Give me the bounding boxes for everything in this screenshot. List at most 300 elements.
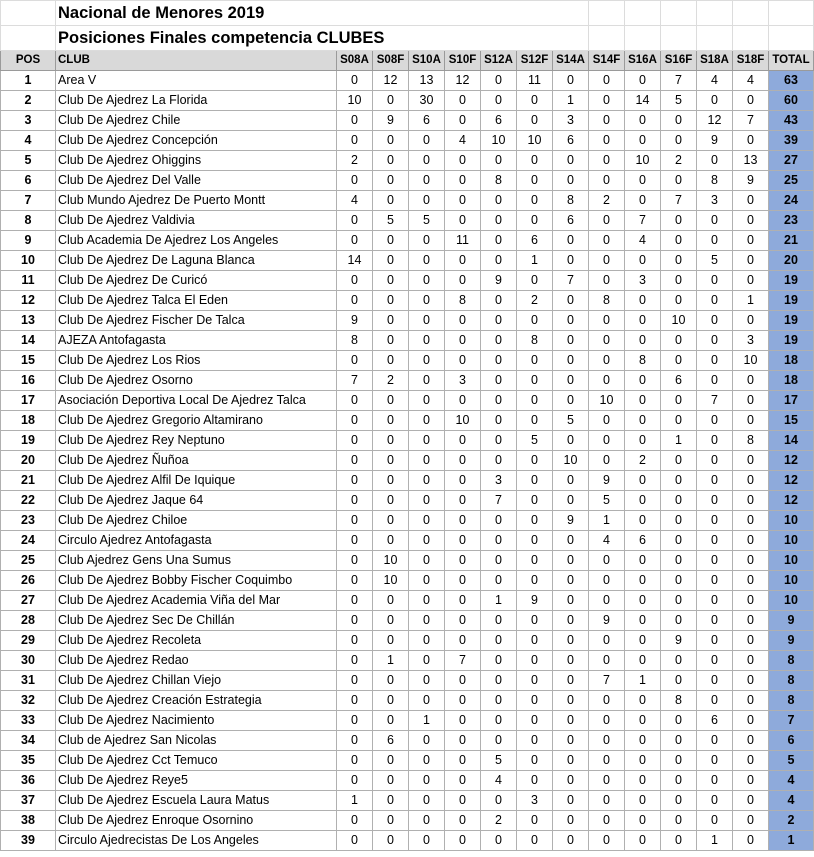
score-cell-s18f[interactable]: 0 bbox=[733, 591, 769, 611]
score-cell-s16a[interactable]: 0 bbox=[625, 831, 661, 851]
score-cell-s08a[interactable]: 0 bbox=[337, 771, 373, 791]
total-cell[interactable]: 4 bbox=[769, 791, 814, 811]
score-cell-s16f[interactable]: 6 bbox=[661, 371, 697, 391]
score-cell-s18f[interactable]: 0 bbox=[733, 791, 769, 811]
score-cell-s08f[interactable]: 0 bbox=[373, 711, 409, 731]
score-cell-s16a[interactable]: 6 bbox=[625, 531, 661, 551]
score-cell-s14f[interactable]: 0 bbox=[589, 371, 625, 391]
total-cell[interactable]: 60 bbox=[769, 91, 814, 111]
score-cell-s08a[interactable]: 0 bbox=[337, 511, 373, 531]
position-cell[interactable]: 25 bbox=[1, 551, 56, 571]
score-cell-s18a[interactable]: 0 bbox=[697, 491, 733, 511]
score-cell-s18f[interactable]: 0 bbox=[733, 451, 769, 471]
club-name-cell[interactable]: Club de Ajedrez San Nicolas bbox=[56, 731, 337, 751]
score-cell-s08a[interactable]: 0 bbox=[337, 811, 373, 831]
position-cell[interactable]: 38 bbox=[1, 811, 56, 831]
score-cell-s16f[interactable]: 10 bbox=[661, 311, 697, 331]
score-cell-s14f[interactable]: 0 bbox=[589, 311, 625, 331]
score-cell-s08a[interactable]: 0 bbox=[337, 831, 373, 851]
score-cell-s12f[interactable]: 0 bbox=[517, 111, 553, 131]
score-cell-s14f[interactable]: 10 bbox=[589, 391, 625, 411]
score-cell-s16f[interactable]: 0 bbox=[661, 131, 697, 151]
position-cell[interactable]: 2 bbox=[1, 91, 56, 111]
score-cell-s18a[interactable]: 0 bbox=[697, 671, 733, 691]
position-cell[interactable]: 3 bbox=[1, 111, 56, 131]
score-cell-s12a[interactable]: 0 bbox=[481, 251, 517, 271]
score-cell-s16a[interactable]: 0 bbox=[625, 691, 661, 711]
score-cell-s12a[interactable]: 0 bbox=[481, 291, 517, 311]
score-cell-s14f[interactable]: 0 bbox=[589, 251, 625, 271]
score-cell-s08a[interactable]: 0 bbox=[337, 491, 373, 511]
page-subtitle[interactable]: Posiciones Finales competencia CLUBES bbox=[56, 26, 589, 51]
score-cell-s18f[interactable]: 1 bbox=[733, 291, 769, 311]
score-cell-s12f[interactable]: 0 bbox=[517, 451, 553, 471]
score-cell-s16f[interactable]: 0 bbox=[661, 171, 697, 191]
total-cell[interactable]: 10 bbox=[769, 571, 814, 591]
score-cell-s10f[interactable]: 0 bbox=[445, 551, 481, 571]
score-cell-s10a[interactable]: 0 bbox=[409, 811, 445, 831]
score-cell-s10f[interactable]: 0 bbox=[445, 91, 481, 111]
club-name-cell[interactable]: Club De Ajedrez Nacimiento bbox=[56, 711, 337, 731]
score-cell-s12a[interactable]: 0 bbox=[481, 231, 517, 251]
score-cell-s12f[interactable]: 0 bbox=[517, 491, 553, 511]
score-cell-s14a[interactable]: 0 bbox=[553, 151, 589, 171]
score-cell-s08f[interactable]: 0 bbox=[373, 791, 409, 811]
score-cell-s12f[interactable]: 8 bbox=[517, 331, 553, 351]
score-cell-s10a[interactable]: 0 bbox=[409, 311, 445, 331]
score-cell-s08f[interactable]: 0 bbox=[373, 451, 409, 471]
score-cell-s14f[interactable]: 9 bbox=[589, 471, 625, 491]
score-cell-s16a[interactable]: 0 bbox=[625, 71, 661, 91]
score-cell-s12f[interactable]: 0 bbox=[517, 531, 553, 551]
club-name-cell[interactable]: Club De Ajedrez Rey Neptuno bbox=[56, 431, 337, 451]
score-cell-s12f[interactable]: 0 bbox=[517, 411, 553, 431]
score-cell-s10f[interactable]: 0 bbox=[445, 471, 481, 491]
score-cell-s16a[interactable]: 10 bbox=[625, 151, 661, 171]
score-cell-s10a[interactable]: 1 bbox=[409, 711, 445, 731]
total-cell[interactable]: 8 bbox=[769, 651, 814, 671]
score-cell-s18f[interactable]: 0 bbox=[733, 231, 769, 251]
club-name-cell[interactable]: Club De Ajedrez Recoleta bbox=[56, 631, 337, 651]
score-cell-s12f[interactable]: 0 bbox=[517, 691, 553, 711]
position-cell[interactable]: 24 bbox=[1, 531, 56, 551]
score-cell-s12a[interactable]: 3 bbox=[481, 471, 517, 491]
score-cell-s14f[interactable]: 0 bbox=[589, 171, 625, 191]
score-cell-s16f[interactable]: 0 bbox=[661, 111, 697, 131]
score-cell-s18a[interactable]: 0 bbox=[697, 451, 733, 471]
club-name-cell[interactable]: Club De Ajedrez Talca El Eden bbox=[56, 291, 337, 311]
position-cell[interactable]: 8 bbox=[1, 211, 56, 231]
score-cell-s10f[interactable]: 0 bbox=[445, 531, 481, 551]
score-cell-s16f[interactable]: 0 bbox=[661, 671, 697, 691]
score-cell-s18f[interactable]: 0 bbox=[733, 831, 769, 851]
score-cell-s12a[interactable]: 0 bbox=[481, 651, 517, 671]
score-cell-s18a[interactable]: 8 bbox=[697, 171, 733, 191]
score-cell-s08a[interactable]: 0 bbox=[337, 611, 373, 631]
position-cell[interactable]: 28 bbox=[1, 611, 56, 631]
score-cell-s16a[interactable]: 0 bbox=[625, 491, 661, 511]
score-cell-s18f[interactable]: 0 bbox=[733, 131, 769, 151]
score-cell-s14a[interactable]: 0 bbox=[553, 831, 589, 851]
score-cell-s12f[interactable]: 0 bbox=[517, 311, 553, 331]
score-cell-s10f[interactable]: 0 bbox=[445, 451, 481, 471]
club-name-cell[interactable]: Club De Ajedrez Chiloe bbox=[56, 511, 337, 531]
score-cell-s14a[interactable]: 0 bbox=[553, 391, 589, 411]
score-cell-s14a[interactable]: 5 bbox=[553, 411, 589, 431]
score-cell-s10a[interactable]: 0 bbox=[409, 291, 445, 311]
score-cell-s10f[interactable]: 12 bbox=[445, 71, 481, 91]
score-cell-s18a[interactable]: 0 bbox=[697, 771, 733, 791]
score-cell-s08f[interactable]: 0 bbox=[373, 491, 409, 511]
score-cell-s14f[interactable]: 7 bbox=[589, 671, 625, 691]
score-cell-s16a[interactable]: 0 bbox=[625, 511, 661, 531]
score-cell-s18a[interactable]: 5 bbox=[697, 251, 733, 271]
header-s08f[interactable]: S08F bbox=[373, 51, 409, 71]
score-cell-s18f[interactable]: 10 bbox=[733, 351, 769, 371]
score-cell-s18a[interactable]: 0 bbox=[697, 471, 733, 491]
score-cell-s08f[interactable]: 0 bbox=[373, 391, 409, 411]
score-cell-s08a[interactable]: 0 bbox=[337, 351, 373, 371]
score-cell-s08f[interactable]: 5 bbox=[373, 211, 409, 231]
score-cell-s08a[interactable]: 0 bbox=[337, 231, 373, 251]
score-cell-s08f[interactable]: 0 bbox=[373, 171, 409, 191]
score-cell-s08f[interactable]: 0 bbox=[373, 831, 409, 851]
score-cell-s08f[interactable]: 0 bbox=[373, 531, 409, 551]
score-cell-s10f[interactable]: 0 bbox=[445, 611, 481, 631]
score-cell-s12a[interactable]: 0 bbox=[481, 371, 517, 391]
score-cell-s14a[interactable]: 6 bbox=[553, 131, 589, 151]
score-cell-s18a[interactable]: 0 bbox=[697, 91, 733, 111]
total-cell[interactable]: 10 bbox=[769, 551, 814, 571]
total-cell[interactable]: 24 bbox=[769, 191, 814, 211]
score-cell-s08f[interactable]: 9 bbox=[373, 111, 409, 131]
club-name-cell[interactable]: Club De Ajedrez Escuela Laura Matus bbox=[56, 791, 337, 811]
score-cell-s14a[interactable]: 0 bbox=[553, 431, 589, 451]
score-cell-s18a[interactable]: 9 bbox=[697, 131, 733, 151]
score-cell-s08f[interactable]: 10 bbox=[373, 551, 409, 571]
score-cell-s08f[interactable]: 0 bbox=[373, 611, 409, 631]
score-cell-s16a[interactable]: 0 bbox=[625, 471, 661, 491]
score-cell-s12a[interactable]: 0 bbox=[481, 71, 517, 91]
score-cell-s14a[interactable]: 0 bbox=[553, 751, 589, 771]
score-cell-s14a[interactable]: 0 bbox=[553, 551, 589, 571]
score-cell-s14f[interactable]: 0 bbox=[589, 791, 625, 811]
score-cell-s16f[interactable]: 0 bbox=[661, 751, 697, 771]
score-cell-s18a[interactable]: 1 bbox=[697, 831, 733, 851]
score-cell-s12a[interactable]: 0 bbox=[481, 831, 517, 851]
score-cell-s10a[interactable]: 0 bbox=[409, 691, 445, 711]
score-cell-s10f[interactable]: 0 bbox=[445, 631, 481, 651]
score-cell-s18a[interactable]: 0 bbox=[697, 411, 733, 431]
score-cell-s12a[interactable]: 0 bbox=[481, 731, 517, 751]
score-cell-s18a[interactable]: 0 bbox=[697, 351, 733, 371]
score-cell-s16f[interactable]: 0 bbox=[661, 471, 697, 491]
club-name-cell[interactable]: Club Ajedrez Gens Una Sumus bbox=[56, 551, 337, 571]
score-cell-s08f[interactable]: 0 bbox=[373, 331, 409, 351]
score-cell-s12a[interactable]: 0 bbox=[481, 351, 517, 371]
score-cell-s12a[interactable]: 5 bbox=[481, 751, 517, 771]
total-cell[interactable]: 9 bbox=[769, 631, 814, 651]
position-cell[interactable]: 23 bbox=[1, 511, 56, 531]
score-cell-s18f[interactable]: 0 bbox=[733, 91, 769, 111]
position-cell[interactable]: 16 bbox=[1, 371, 56, 391]
score-cell-s10a[interactable]: 0 bbox=[409, 131, 445, 151]
score-cell-s12f[interactable]: 6 bbox=[517, 231, 553, 251]
club-name-cell[interactable]: Club De Ajedrez Bobby Fischer Coquimbo bbox=[56, 571, 337, 591]
club-name-cell[interactable]: Club De Ajedrez Reye5 bbox=[56, 771, 337, 791]
score-cell-s16a[interactable]: 0 bbox=[625, 171, 661, 191]
score-cell-s18f[interactable]: 0 bbox=[733, 311, 769, 331]
score-cell-s12f[interactable]: 0 bbox=[517, 651, 553, 671]
total-cell[interactable]: 9 bbox=[769, 611, 814, 631]
score-cell-s10f[interactable]: 0 bbox=[445, 791, 481, 811]
score-cell-s18a[interactable]: 0 bbox=[697, 431, 733, 451]
score-cell-s08a[interactable]: 4 bbox=[337, 191, 373, 211]
score-cell-s16a[interactable]: 0 bbox=[625, 191, 661, 211]
score-cell-s16f[interactable]: 0 bbox=[661, 831, 697, 851]
score-cell-s08a[interactable]: 0 bbox=[337, 711, 373, 731]
score-cell-s18a[interactable]: 0 bbox=[697, 271, 733, 291]
club-name-cell[interactable]: Club De Ajedrez Jaque 64 bbox=[56, 491, 337, 511]
score-cell-s10f[interactable]: 0 bbox=[445, 771, 481, 791]
score-cell-s10a[interactable]: 0 bbox=[409, 611, 445, 631]
score-cell-s08a[interactable]: 0 bbox=[337, 211, 373, 231]
score-cell-s18f[interactable]: 0 bbox=[733, 671, 769, 691]
position-cell[interactable]: 29 bbox=[1, 631, 56, 651]
score-cell-s10a[interactable]: 0 bbox=[409, 251, 445, 271]
score-cell-s16f[interactable]: 7 bbox=[661, 71, 697, 91]
total-cell[interactable]: 10 bbox=[769, 531, 814, 551]
score-cell-s18a[interactable]: 7 bbox=[697, 391, 733, 411]
score-cell-s16f[interactable]: 0 bbox=[661, 211, 697, 231]
score-cell-s12a[interactable]: 8 bbox=[481, 171, 517, 191]
score-cell-s14a[interactable]: 1 bbox=[553, 91, 589, 111]
score-cell-s14f[interactable]: 4 bbox=[589, 531, 625, 551]
score-cell-s08f[interactable]: 0 bbox=[373, 691, 409, 711]
score-cell-s08f[interactable]: 0 bbox=[373, 251, 409, 271]
score-cell-s08a[interactable]: 0 bbox=[337, 131, 373, 151]
score-cell-s12a[interactable]: 10 bbox=[481, 131, 517, 151]
score-cell-s14a[interactable]: 0 bbox=[553, 811, 589, 831]
club-name-cell[interactable]: Club De Ajedrez Enroque Osornino bbox=[56, 811, 337, 831]
score-cell-s16a[interactable]: 0 bbox=[625, 131, 661, 151]
score-cell-s18f[interactable]: 0 bbox=[733, 271, 769, 291]
score-cell-s18a[interactable]: 0 bbox=[697, 571, 733, 591]
score-cell-s08a[interactable]: 7 bbox=[337, 371, 373, 391]
club-name-cell[interactable]: Club De Ajedrez De Curicó bbox=[56, 271, 337, 291]
score-cell-s10f[interactable]: 0 bbox=[445, 591, 481, 611]
score-cell-s18f[interactable]: 0 bbox=[733, 191, 769, 211]
total-cell[interactable]: 14 bbox=[769, 431, 814, 451]
score-cell-s12a[interactable]: 0 bbox=[481, 531, 517, 551]
score-cell-s08a[interactable]: 0 bbox=[337, 671, 373, 691]
position-cell[interactable]: 39 bbox=[1, 831, 56, 851]
score-cell-s14a[interactable]: 0 bbox=[553, 631, 589, 651]
total-cell[interactable]: 7 bbox=[769, 711, 814, 731]
score-cell-s18a[interactable]: 0 bbox=[697, 731, 733, 751]
club-name-cell[interactable]: AJEZA Antofagasta bbox=[56, 331, 337, 351]
score-cell-s10f[interactable]: 0 bbox=[445, 811, 481, 831]
score-cell-s08a[interactable]: 0 bbox=[337, 291, 373, 311]
score-cell-s14a[interactable]: 0 bbox=[553, 171, 589, 191]
club-name-cell[interactable]: Club De Ajedrez Chillan Viejo bbox=[56, 671, 337, 691]
score-cell-s14f[interactable]: 0 bbox=[589, 771, 625, 791]
score-cell-s14f[interactable]: 0 bbox=[589, 451, 625, 471]
position-cell[interactable]: 31 bbox=[1, 671, 56, 691]
score-cell-s18f[interactable]: 0 bbox=[733, 711, 769, 731]
position-cell[interactable]: 37 bbox=[1, 791, 56, 811]
score-cell-s12f[interactable]: 0 bbox=[517, 731, 553, 751]
score-cell-s12a[interactable]: 0 bbox=[481, 691, 517, 711]
score-cell-s18f[interactable]: 0 bbox=[733, 211, 769, 231]
score-cell-s18f[interactable]: 0 bbox=[733, 471, 769, 491]
score-cell-s18f[interactable]: 0 bbox=[733, 811, 769, 831]
score-cell-s18a[interactable]: 0 bbox=[697, 751, 733, 771]
score-cell-s18a[interactable]: 6 bbox=[697, 711, 733, 731]
score-cell-s14a[interactable]: 0 bbox=[553, 571, 589, 591]
score-cell-s14f[interactable]: 0 bbox=[589, 551, 625, 571]
score-cell-s08f[interactable]: 0 bbox=[373, 291, 409, 311]
header-total[interactable]: TOTAL bbox=[769, 51, 814, 71]
score-cell-s12f[interactable]: 0 bbox=[517, 711, 553, 731]
score-cell-s14a[interactable]: 0 bbox=[553, 651, 589, 671]
score-cell-s16f[interactable]: 0 bbox=[661, 791, 697, 811]
score-cell-s18a[interactable]: 0 bbox=[697, 651, 733, 671]
score-cell-s14f[interactable]: 0 bbox=[589, 571, 625, 591]
score-cell-s16f[interactable]: 0 bbox=[661, 651, 697, 671]
score-cell-s16f[interactable]: 0 bbox=[661, 591, 697, 611]
position-cell[interactable]: 22 bbox=[1, 491, 56, 511]
score-cell-s12f[interactable]: 2 bbox=[517, 291, 553, 311]
total-cell[interactable]: 5 bbox=[769, 751, 814, 771]
score-cell-s08a[interactable]: 0 bbox=[337, 591, 373, 611]
score-cell-s12a[interactable]: 0 bbox=[481, 91, 517, 111]
score-cell-s08f[interactable]: 0 bbox=[373, 191, 409, 211]
score-cell-s10f[interactable]: 0 bbox=[445, 171, 481, 191]
score-cell-s14f[interactable]: 0 bbox=[589, 331, 625, 351]
header-s14a[interactable]: S14A bbox=[553, 51, 589, 71]
score-cell-s14f[interactable]: 0 bbox=[589, 731, 625, 751]
club-name-cell[interactable]: Club De Ajedrez Osorno bbox=[56, 371, 337, 391]
score-cell-s10a[interactable]: 0 bbox=[409, 331, 445, 351]
score-cell-s16f[interactable]: 0 bbox=[661, 571, 697, 591]
club-name-cell[interactable]: Asociación Deportiva Local De Ajedrez Talca bbox=[56, 391, 337, 411]
score-cell-s14a[interactable]: 0 bbox=[553, 331, 589, 351]
score-cell-s14f[interactable]: 0 bbox=[589, 651, 625, 671]
score-cell-s14f[interactable]: 0 bbox=[589, 631, 625, 651]
score-cell-s10a[interactable]: 0 bbox=[409, 371, 445, 391]
score-cell-s16a[interactable]: 0 bbox=[625, 411, 661, 431]
score-cell-s18a[interactable]: 0 bbox=[697, 811, 733, 831]
score-cell-s16a[interactable]: 2 bbox=[625, 451, 661, 471]
score-cell-s10f[interactable]: 0 bbox=[445, 831, 481, 851]
score-cell-s08a[interactable]: 0 bbox=[337, 431, 373, 451]
position-cell[interactable]: 11 bbox=[1, 271, 56, 291]
score-cell-s12a[interactable]: 0 bbox=[481, 791, 517, 811]
score-cell-s10a[interactable]: 30 bbox=[409, 91, 445, 111]
club-name-cell[interactable]: Club De Ajedrez Cct Temuco bbox=[56, 751, 337, 771]
score-cell-s16a[interactable]: 0 bbox=[625, 731, 661, 751]
score-cell-s18f[interactable]: 0 bbox=[733, 571, 769, 591]
score-cell-s18f[interactable]: 0 bbox=[733, 251, 769, 271]
header-s10f[interactable]: S10F bbox=[445, 51, 481, 71]
score-cell-s10f[interactable]: 0 bbox=[445, 331, 481, 351]
score-cell-s18f[interactable]: 7 bbox=[733, 111, 769, 131]
score-cell-s16a[interactable]: 0 bbox=[625, 371, 661, 391]
score-cell-s14a[interactable]: 0 bbox=[553, 231, 589, 251]
score-cell-s16a[interactable]: 0 bbox=[625, 111, 661, 131]
total-cell[interactable]: 10 bbox=[769, 511, 814, 531]
score-cell-s08f[interactable]: 0 bbox=[373, 471, 409, 491]
score-cell-s12a[interactable]: 0 bbox=[481, 671, 517, 691]
score-cell-s10f[interactable]: 0 bbox=[445, 431, 481, 451]
total-cell[interactable]: 12 bbox=[769, 491, 814, 511]
header-s18a[interactable]: S18A bbox=[697, 51, 733, 71]
score-cell-s16f[interactable]: 0 bbox=[661, 511, 697, 531]
score-cell-s08f[interactable]: 0 bbox=[373, 151, 409, 171]
score-cell-s16f[interactable]: 8 bbox=[661, 691, 697, 711]
total-cell[interactable]: 8 bbox=[769, 671, 814, 691]
total-cell[interactable]: 20 bbox=[769, 251, 814, 271]
header-s12f[interactable]: S12F bbox=[517, 51, 553, 71]
position-cell[interactable]: 12 bbox=[1, 291, 56, 311]
score-cell-s10f[interactable]: 0 bbox=[445, 151, 481, 171]
score-cell-s10f[interactable]: 7 bbox=[445, 651, 481, 671]
score-cell-s14a[interactable]: 0 bbox=[553, 671, 589, 691]
score-cell-s14a[interactable]: 0 bbox=[553, 351, 589, 371]
score-cell-s10a[interactable]: 0 bbox=[409, 531, 445, 551]
total-cell[interactable]: 8 bbox=[769, 691, 814, 711]
score-cell-s14f[interactable]: 0 bbox=[589, 131, 625, 151]
club-name-cell[interactable]: Area V bbox=[56, 71, 337, 91]
score-cell-s10f[interactable]: 10 bbox=[445, 411, 481, 431]
position-cell[interactable]: 27 bbox=[1, 591, 56, 611]
score-cell-s12f[interactable]: 0 bbox=[517, 571, 553, 591]
score-cell-s12a[interactable]: 9 bbox=[481, 271, 517, 291]
club-name-cell[interactable]: Club De Ajedrez Gregorio Altamirano bbox=[56, 411, 337, 431]
score-cell-s16a[interactable]: 4 bbox=[625, 231, 661, 251]
score-cell-s10f[interactable]: 0 bbox=[445, 351, 481, 371]
score-cell-s18a[interactable]: 3 bbox=[697, 191, 733, 211]
score-cell-s08a[interactable]: 0 bbox=[337, 691, 373, 711]
score-cell-s10f[interactable]: 0 bbox=[445, 311, 481, 331]
club-name-cell[interactable]: Club De Ajedrez Chile bbox=[56, 111, 337, 131]
score-cell-s18a[interactable]: 0 bbox=[697, 331, 733, 351]
score-cell-s18f[interactable]: 0 bbox=[733, 511, 769, 531]
score-cell-s16a[interactable]: 0 bbox=[625, 631, 661, 651]
club-name-cell[interactable]: Club De Ajedrez Valdivia bbox=[56, 211, 337, 231]
score-cell-s08a[interactable]: 0 bbox=[337, 631, 373, 651]
score-cell-s12f[interactable]: 0 bbox=[517, 511, 553, 531]
score-cell-s10f[interactable]: 8 bbox=[445, 291, 481, 311]
score-cell-s16f[interactable]: 0 bbox=[661, 811, 697, 831]
total-cell[interactable]: 2 bbox=[769, 811, 814, 831]
score-cell-s16f[interactable]: 0 bbox=[661, 731, 697, 751]
header-pos[interactable]: POS bbox=[1, 51, 56, 71]
total-cell[interactable]: 19 bbox=[769, 311, 814, 331]
score-cell-s14f[interactable]: 0 bbox=[589, 271, 625, 291]
score-cell-s10f[interactable]: 0 bbox=[445, 511, 481, 531]
score-cell-s16f[interactable]: 1 bbox=[661, 431, 697, 451]
score-cell-s08f[interactable]: 0 bbox=[373, 311, 409, 331]
score-cell-s14f[interactable]: 0 bbox=[589, 411, 625, 431]
total-cell[interactable]: 18 bbox=[769, 371, 814, 391]
score-cell-s10a[interactable]: 0 bbox=[409, 511, 445, 531]
score-cell-s10a[interactable]: 0 bbox=[409, 631, 445, 651]
score-cell-s14f[interactable]: 0 bbox=[589, 91, 625, 111]
score-cell-s18a[interactable]: 0 bbox=[697, 551, 733, 571]
score-cell-s08f[interactable]: 0 bbox=[373, 671, 409, 691]
